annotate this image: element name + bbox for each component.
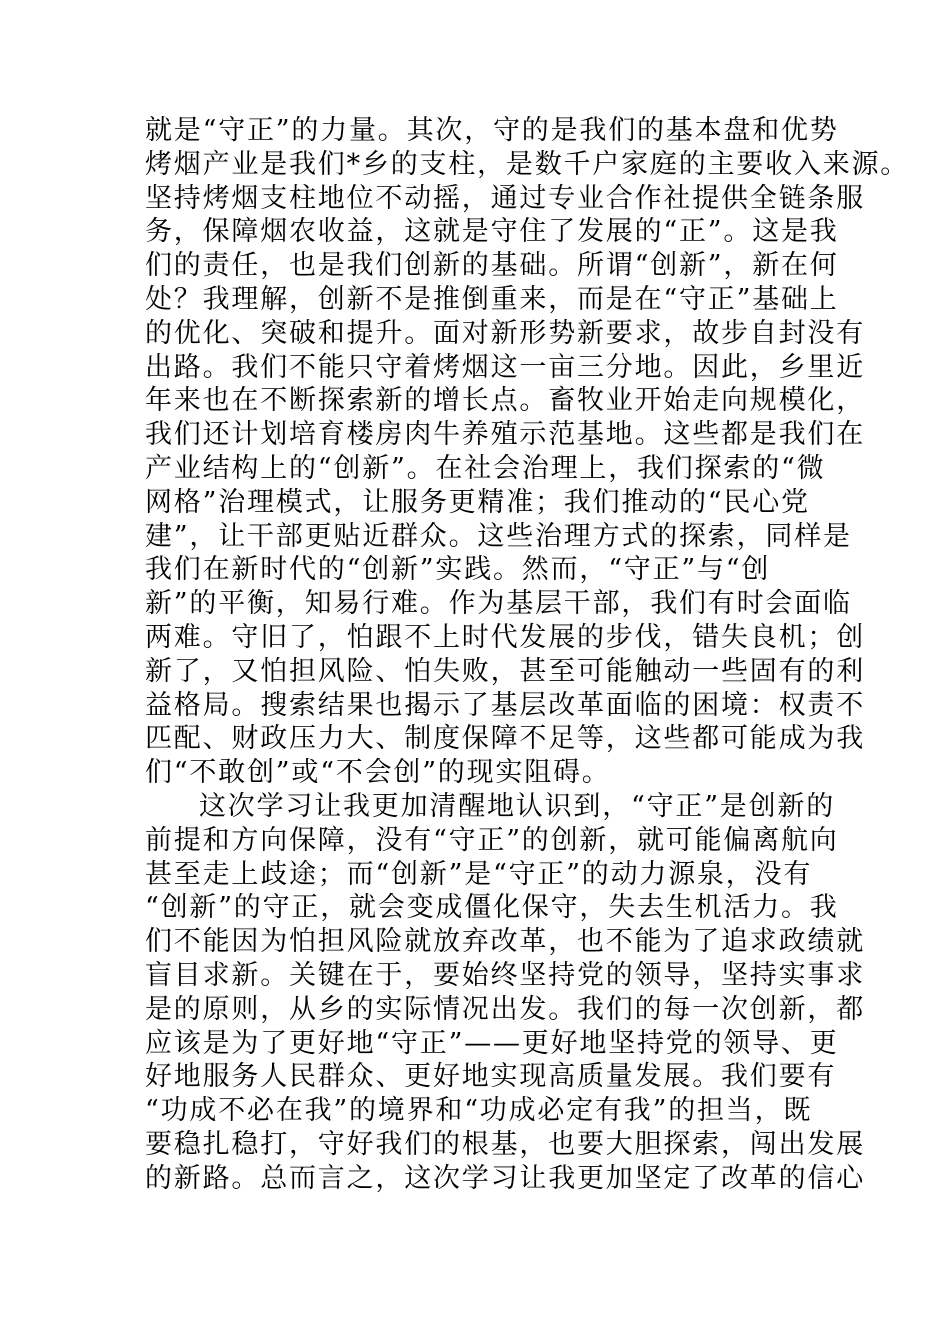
text-line: 我们还计划培育楼房肉牛养殖示范基地。这些都是我们在 xyxy=(145,419,865,451)
text-line: 坚持烤烟支柱地位不动摇，通过专业合作社提供全链条服 xyxy=(145,182,865,214)
text-line: “创新”的守正，就会变成僵化保守，失去生机活力。我 xyxy=(145,892,839,924)
text-line: 出路。我们不能只守着烤烟这一亩三分地。因此，乡里近 xyxy=(145,351,865,383)
text-line: 烤烟产业是我们*乡的支柱，是数千户家庭的主要收入来源。 xyxy=(145,148,910,180)
text-line: 盲目求新。关键在于，要始终坚持党的领导，坚持实事求 xyxy=(145,959,865,991)
text-line: 是的原则，从乡的实际情况出发。我们的每一次创新，都 xyxy=(145,993,865,1025)
text-line: 们不能因为怕担风险就放弃改革，也不能为了追求政绩就 xyxy=(145,926,865,958)
text-line: 的优化、突破和提升。面对新形势新要求，故步自封没有 xyxy=(145,317,865,349)
text-line: 要稳扎稳打，守好我们的根基，也要大胆探索，闯出发展 xyxy=(145,1128,865,1160)
text-line: 网格”治理模式，让服务更精准；我们推动的“民心党 xyxy=(145,486,810,518)
text-line: “功成不必在我”的境界和“功成必定有我”的担当，既 xyxy=(145,1095,813,1127)
text-line: 甚至走上歧途；而“创新”是“守正”的动力源泉，没有 xyxy=(145,858,813,890)
text-line: 就是“守正”的力量。其次，守的是我们的基本盘和优势 xyxy=(145,115,839,146)
text-line: 新了，又怕担风险、怕失败，甚至可能触动一些固有的利 xyxy=(145,655,865,687)
text-line: 务，保障烟农收益，这就是守住了发展的“正”。这是我 xyxy=(145,216,839,248)
text-line: 建”，让干部更贴近群众。这些治理方式的探索，同样是 xyxy=(145,520,852,552)
text-line: 应该是为了更好地“守正”——更好地坚持党的领导、更 xyxy=(145,1027,839,1059)
text-line: 的新路。总而言之，这次学习让我更加坚定了改革的信心 xyxy=(145,1162,865,1194)
paragraph-start-line: 这次学习让我更加清醒地认识到，“守正”是创新的 xyxy=(199,790,836,822)
body-text xyxy=(145,114,910,1196)
text-line: 产业结构上的“创新”。在社会治理上，我们探索的“微 xyxy=(145,452,826,484)
text-line: 前提和方向保障，没有“守正”的创新，就可能偏离航向 xyxy=(145,824,839,856)
text-line: 们的责任，也是我们创新的基础。所谓“创新”，新在何 xyxy=(145,250,839,282)
text-line: 处？我理解，创新不是推倒重来，而是在“守正”基础上 xyxy=(145,283,839,315)
text-line: 我们在新时代的“创新”实践。然而，“守正”与“创 xyxy=(145,554,771,586)
text-line: 两难。守旧了，怕跟不上时代发展的步伐，错失良机；创 xyxy=(145,621,865,653)
text-line: 年来也在不断探索新的增长点。畜牧业开始走向规模化， xyxy=(145,385,865,417)
text-line: 益格局。搜索结果也揭示了基层改革面临的困境：权责不 xyxy=(145,689,865,721)
text-line: 新”的平衡，知易行难。作为基层干部，我们有时会面临 xyxy=(145,588,852,620)
text-line: 们“不敢创”或“不会创”的现实阻碍。 xyxy=(145,757,611,789)
text-line: 好地服务人民群众、更好地实现高质量发展。我们要有 xyxy=(145,1061,837,1093)
text-line: 匹配、财政压力大、制度保障不足等，这些都可能成为我 xyxy=(145,723,865,755)
